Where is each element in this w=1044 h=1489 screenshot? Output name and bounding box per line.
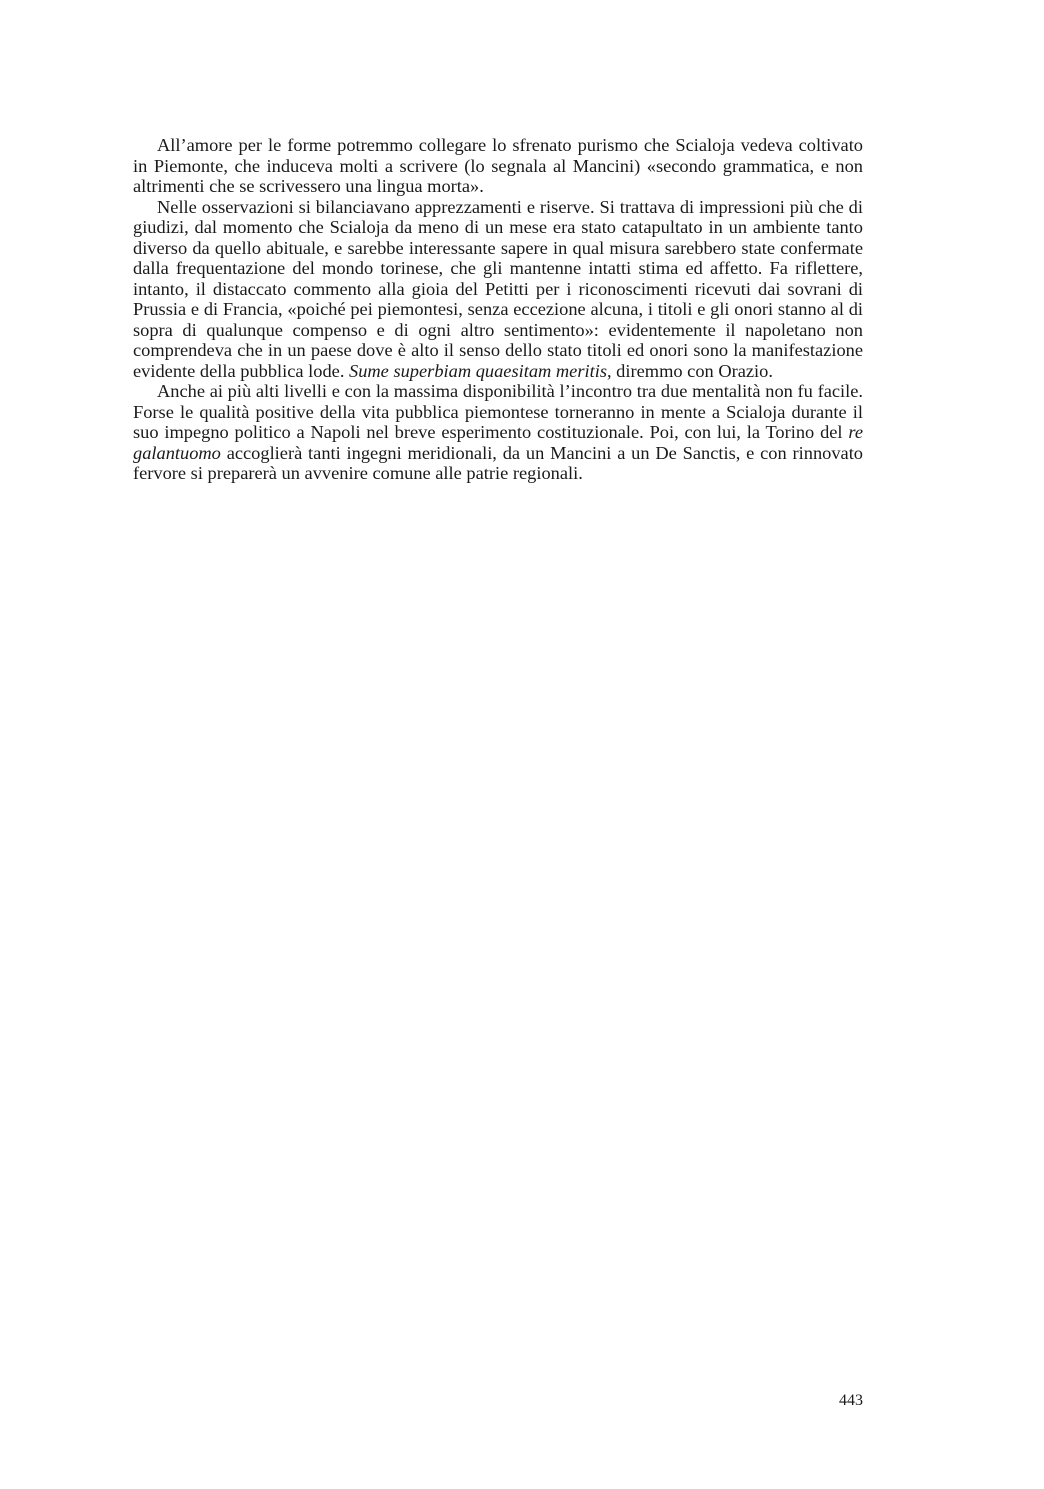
paragraph-3-text: Anche ai più alti livelli e con la massima disponibilità l’incontro tra due mentalità non fu facile. Forse le qualità positive della vita pubblica piemontese torneranno in mente a Scialoja durante il suo impegno politico a Napoli nel breve esperimento costituzionale. Poi, con lui, la Torino del [133,381,863,442]
paragraph-1-text: All’amore per le forme potremmo collegare lo sfrenato purismo che Scialoja vedeva coltivato in Piemonte, che induceva molti a scrivere (lo segnala al Mancini) «secondo grammatica, e non altrimenti che se scrivessero una lingua morta». [133,135,863,196]
body-text [133,135,863,484]
latin-quotation: Sume superbiam quaesitam meritis [349,360,607,381]
paragraph-3 [133,381,863,484]
italic-phrase: re galantuomo [133,422,863,463]
paragraph-2-text: Nelle osservazioni si bilanciavano apprezzamenti e riserve. Si trattava di impressioni più che di giudizi, dal momento che Scialoja da meno di un mese era stato catapultato in un ambiente tanto diverso da quello abituale, e sarebbe interessante sapere in qual misura sarebbero state confermate dalla frequentazione del mondo torinese, che gli mantenne intatti stima ed affetto. Fa riflettere, intanto, il distaccato commento alla gioia del Petitti per i riconoscimenti ricevuti dai sovrani di Prussia e di Francia, «poiché pei piemontesi, senza eccezione alcuna, i titoli e gli onori stanno al di sopra di qualunque compenso e di ogni altro sentimento»: evidentemente il napoletano non comprendeva che in un paese dove è alto il senso dello stato titoli ed onori sono la manifestazione evidente della pubblica lode. [133,196,863,381]
paragraph-1 [133,135,863,197]
page-number: 443 [839,1392,863,1409]
paragraph-3-text-end: accoglierà tanti ingegni meridionali, da un Mancini a un De Sanctis, e con rinnovato fervore si preparerà un avvenire comune alle patrie regionali. [133,442,863,483]
paragraph-2 [133,197,863,382]
paragraph-2-text-end: , diremmo con Orazio. [606,360,773,381]
